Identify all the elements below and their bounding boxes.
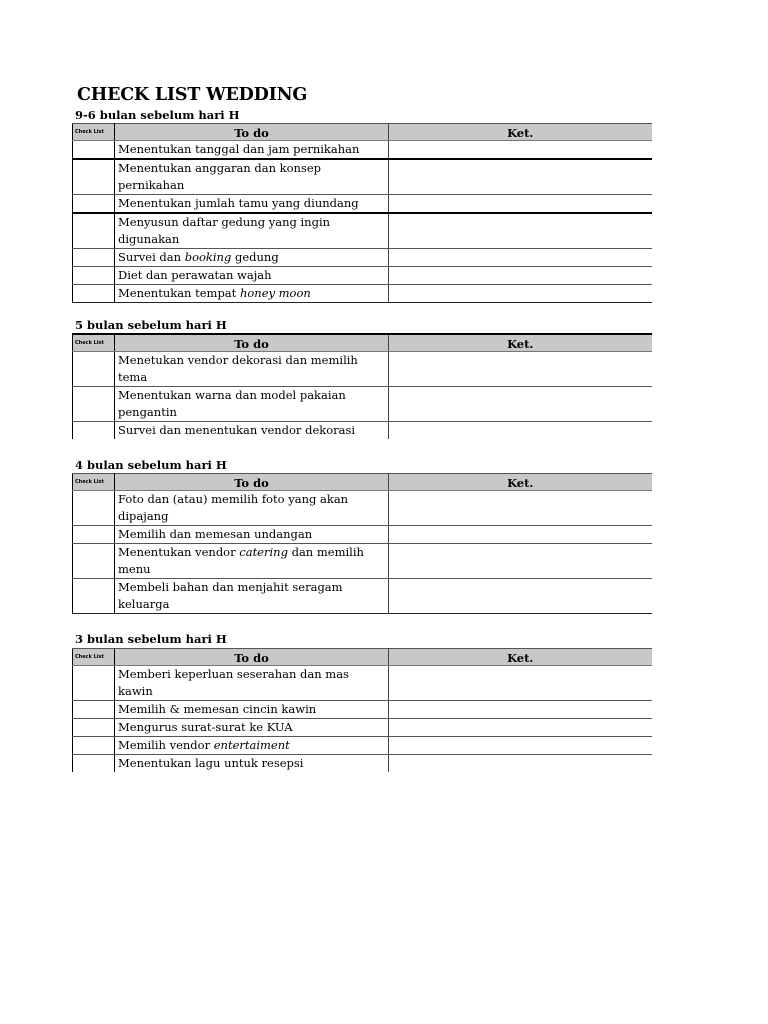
table-row [73, 755, 652, 773]
todo-cell [115, 701, 389, 719]
checklist-table-9-6-bulan [72, 123, 652, 303]
todo-text-italic: booking [184, 250, 232, 264]
ket-cell[interactable] [389, 195, 652, 214]
ket-cell[interactable] [389, 141, 652, 160]
todo-text: Memilih vendor [118, 738, 214, 752]
check-cell[interactable] [73, 352, 115, 387]
todo-cell [115, 579, 389, 614]
todo-cell [115, 422, 389, 440]
ket-cell[interactable] [389, 387, 652, 422]
todo-cell [115, 737, 389, 755]
check-cell[interactable] [73, 195, 115, 214]
table-row [73, 159, 652, 195]
check-cell[interactable] [73, 422, 115, 440]
ket-cell[interactable] [389, 755, 652, 773]
todo-text: Membeli bahan dan menjahit seragam keluarga [118, 580, 343, 611]
header-check-list: Check List [73, 474, 115, 491]
todo-text: Menentukan vendor [118, 545, 240, 559]
todo-cell [115, 526, 389, 544]
table-row [73, 267, 652, 285]
table-row [73, 544, 652, 579]
todo-text: Menentukan tempat [118, 286, 240, 300]
todo-text: Memberi keperluan seserahan dan mas kawin [118, 667, 349, 698]
todo-text: Menyusun daftar gedung yang ingin digunakan [118, 215, 331, 246]
todo-text: dan memilih menu [118, 545, 364, 576]
check-cell[interactable] [73, 701, 115, 719]
table-row [73, 719, 652, 737]
check-cell[interactable] [73, 491, 115, 526]
check-cell[interactable] [73, 719, 115, 737]
check-cell[interactable] [73, 737, 115, 755]
ket-cell[interactable] [389, 719, 652, 737]
todo-text-italic: catering [239, 545, 288, 559]
check-cell[interactable] [73, 387, 115, 422]
todo-text: Menentukan lagu untuk resepsi [118, 756, 304, 770]
checklist-table-5-bulan [72, 333, 652, 439]
table-row [73, 491, 652, 526]
check-cell[interactable] [73, 285, 115, 303]
todo-text: Menentukan jumlah tamu yang diundang [118, 196, 359, 210]
todo-text: gedung [231, 250, 279, 264]
check-cell[interactable] [73, 526, 115, 544]
table-row [73, 285, 652, 303]
header-to-do: To do [115, 474, 389, 491]
header-ket: Ket. [389, 334, 652, 352]
check-cell[interactable] [73, 159, 115, 195]
todo-text: Menetukan vendor dekorasi dan memilih tema [118, 353, 358, 384]
ket-cell[interactable] [389, 737, 652, 755]
todo-cell [115, 666, 389, 701]
header-to-do: To do [115, 649, 389, 666]
ket-cell[interactable] [389, 213, 652, 249]
check-cell[interactable] [73, 666, 115, 701]
todo-text-italic: honey moon [239, 286, 311, 300]
todo-cell [115, 285, 389, 303]
table-row [73, 352, 652, 387]
header-to-do: To do [115, 124, 389, 141]
todo-cell [115, 195, 389, 214]
table-row [73, 526, 652, 544]
header-to-do: To do [115, 334, 389, 352]
todo-text: Survei dan [118, 250, 185, 264]
table-row [73, 387, 652, 422]
todo-text: Menentukan anggaran dan konsep pernikahan [118, 161, 322, 192]
todo-text: Diet dan perawatan wajah [118, 268, 272, 282]
todo-text-italic: entertaiment [213, 738, 290, 752]
todo-cell [115, 387, 389, 422]
checklist-table-4-bulan [72, 473, 652, 614]
check-cell[interactable] [73, 755, 115, 773]
check-cell[interactable] [73, 544, 115, 579]
check-cell[interactable] [73, 579, 115, 614]
todo-text: Memilih & memesan cincin kawin [118, 702, 317, 716]
section-title-5-bulan: 5 bulan sebelum hari H [75, 318, 227, 332]
table-row [73, 141, 652, 160]
table-row [73, 422, 652, 440]
header-ket: Ket. [389, 474, 652, 491]
checklist-table-3-bulan [72, 648, 652, 772]
check-cell[interactable] [73, 249, 115, 267]
todo-cell [115, 491, 389, 526]
check-cell[interactable] [73, 267, 115, 285]
ket-cell[interactable] [389, 422, 652, 440]
table-row [73, 737, 652, 755]
section-title-3-bulan: 3 bulan sebelum hari H [75, 632, 227, 646]
todo-cell [115, 249, 389, 267]
ket-cell[interactable] [389, 491, 652, 526]
check-cell[interactable] [73, 141, 115, 160]
todo-text: Menentukan warna dan model pakaian pengantin [118, 388, 346, 419]
check-cell[interactable] [73, 213, 115, 249]
todo-cell [115, 719, 389, 737]
header-check-list: Check List [73, 334, 115, 352]
table-row [73, 579, 652, 614]
header-check-list: Check List [73, 649, 115, 666]
todo-text: Mengurus surat-surat ke KUA [118, 720, 293, 734]
ket-cell[interactable] [389, 544, 652, 579]
ket-cell[interactable] [389, 249, 652, 267]
todo-text: Foto dan (atau) memilih foto yang akan dipajang [118, 492, 349, 523]
table-row [73, 213, 652, 249]
header-ket: Ket. [389, 649, 652, 666]
todo-text: Survei dan menentukan vendor dekorasi [118, 423, 356, 437]
ket-cell[interactable] [389, 526, 652, 544]
todo-text: Memilih dan memesan undangan [118, 527, 313, 541]
section-title-9-6-bulan: 9-6 bulan sebelum hari H [75, 108, 240, 122]
ket-cell[interactable] [389, 352, 652, 387]
ket-cell[interactable] [389, 701, 652, 719]
table-row [73, 249, 652, 267]
todo-cell [115, 267, 389, 285]
ket-cell[interactable] [389, 159, 652, 195]
ket-cell[interactable] [389, 285, 652, 303]
table-row [73, 195, 652, 214]
todo-cell [115, 159, 389, 195]
table-row [73, 666, 652, 701]
document-title: CHECK LIST WEDDING [77, 85, 308, 105]
todo-cell [115, 213, 389, 249]
ket-cell[interactable] [389, 267, 652, 285]
todo-text: Menentukan tanggal dan jam pernikahan [118, 142, 360, 156]
ket-cell[interactable] [389, 666, 652, 701]
todo-cell [115, 755, 389, 773]
table-row [73, 701, 652, 719]
header-check-list: Check List [73, 124, 115, 141]
section-title-4-bulan: 4 bulan sebelum hari H [75, 458, 227, 472]
todo-cell [115, 544, 389, 579]
todo-cell [115, 352, 389, 387]
ket-cell[interactable] [389, 579, 652, 614]
todo-cell [115, 141, 389, 160]
header-ket: Ket. [389, 124, 652, 141]
